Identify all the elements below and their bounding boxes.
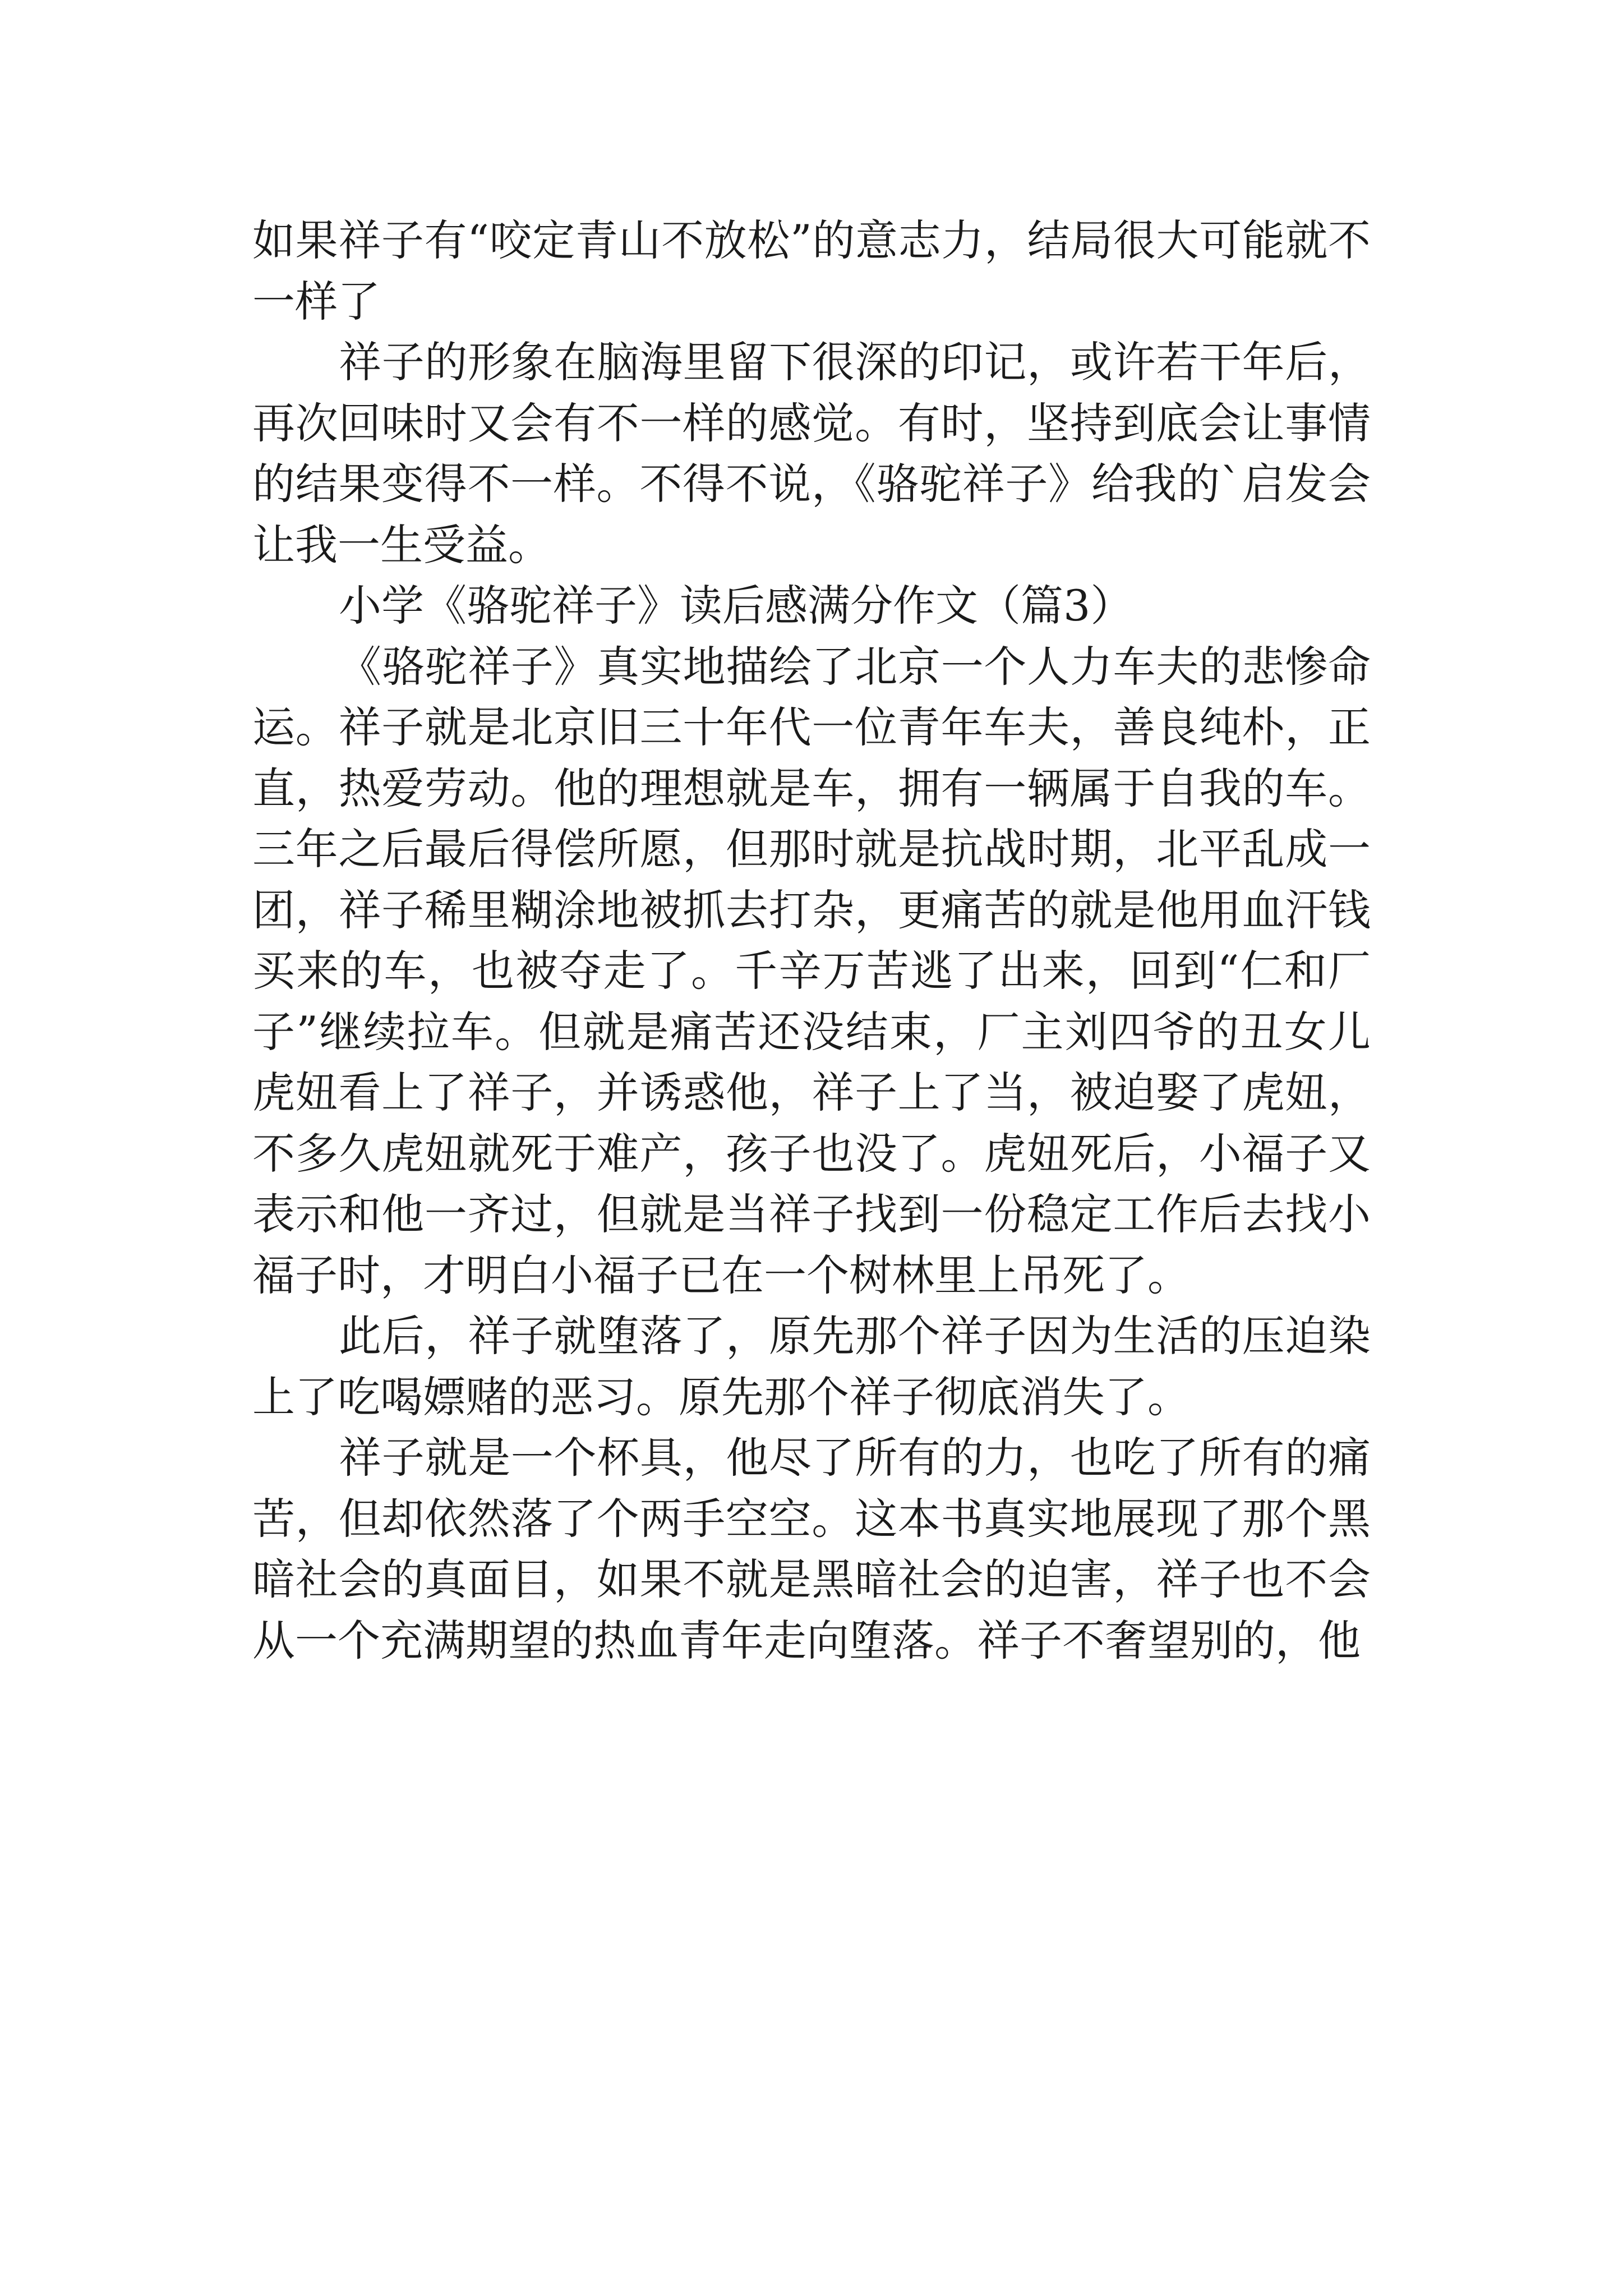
paragraph-tragedy: 祥子就是一个杯具，他尽了所有的力，也吃了所有的痛苦，但却依然落了个两手空空。这本书真实地展现了那个黑暗社会的真面目，如果不就是黑暗社会的迫害，祥子也不会从一个充满期望的热血青年走向堕落。祥子不奢望别的，他 [252,1433,1371,1665]
paragraph-downfall: 此后，祥子就堕落了，原先那个祥子因为生活的压迫染上了吃喝嫖赌的恶习。原先那个祥子彻底消失了。 [252,1311,1371,1422]
section-heading: 小学《骆驼祥子》读后感满分作文（篇3） [339,581,1133,631]
paragraph-ending: 如果祥子有“咬定青山不放松”的意志力，结局很大可能就不一样了 [252,215,1371,326]
paragraph-reflection: 祥子的形象在脑海里留下很深的印记，或许若干年后，再次回味时又会有不一样的感觉。有时，坚持到底会让事情的结果变得不一样。不得不说，《骆驼祥子》给我的`启发会让我一生受益。 [252,337,1371,570]
paragraph-summary: 《骆驼祥子》真实地描绘了北京一个人力车夫的悲惨命运。祥子就是北京旧三十年代一位青年车夫，善良纯朴，正直，热爱劳动。他的理想就是车，拥有一辆属于自我的车。三年之后最后得偿所愿，但那时就是抗战时期，北平乱成一团，祥子稀里糊涂地被抓去打杂，更痛苦的就是他用血汗钱买来的车，也被夺走了。千辛万苦逃了出来，回到“仁和厂子”继续拉车。但就是痛苦还没结束，厂主刘四爷的丑女儿虎妞看上了祥子，并诱惑他，祥子上了当，被迫娶了虎妞，不多久虎妞就死于难产，孩子也没了。虎妞死后，小福子又表示和他一齐过，但就是当祥子找到一份稳定工作后去找小福子时，才明白小福子已在一个树林里上吊死了。 [252,641,1371,1300]
